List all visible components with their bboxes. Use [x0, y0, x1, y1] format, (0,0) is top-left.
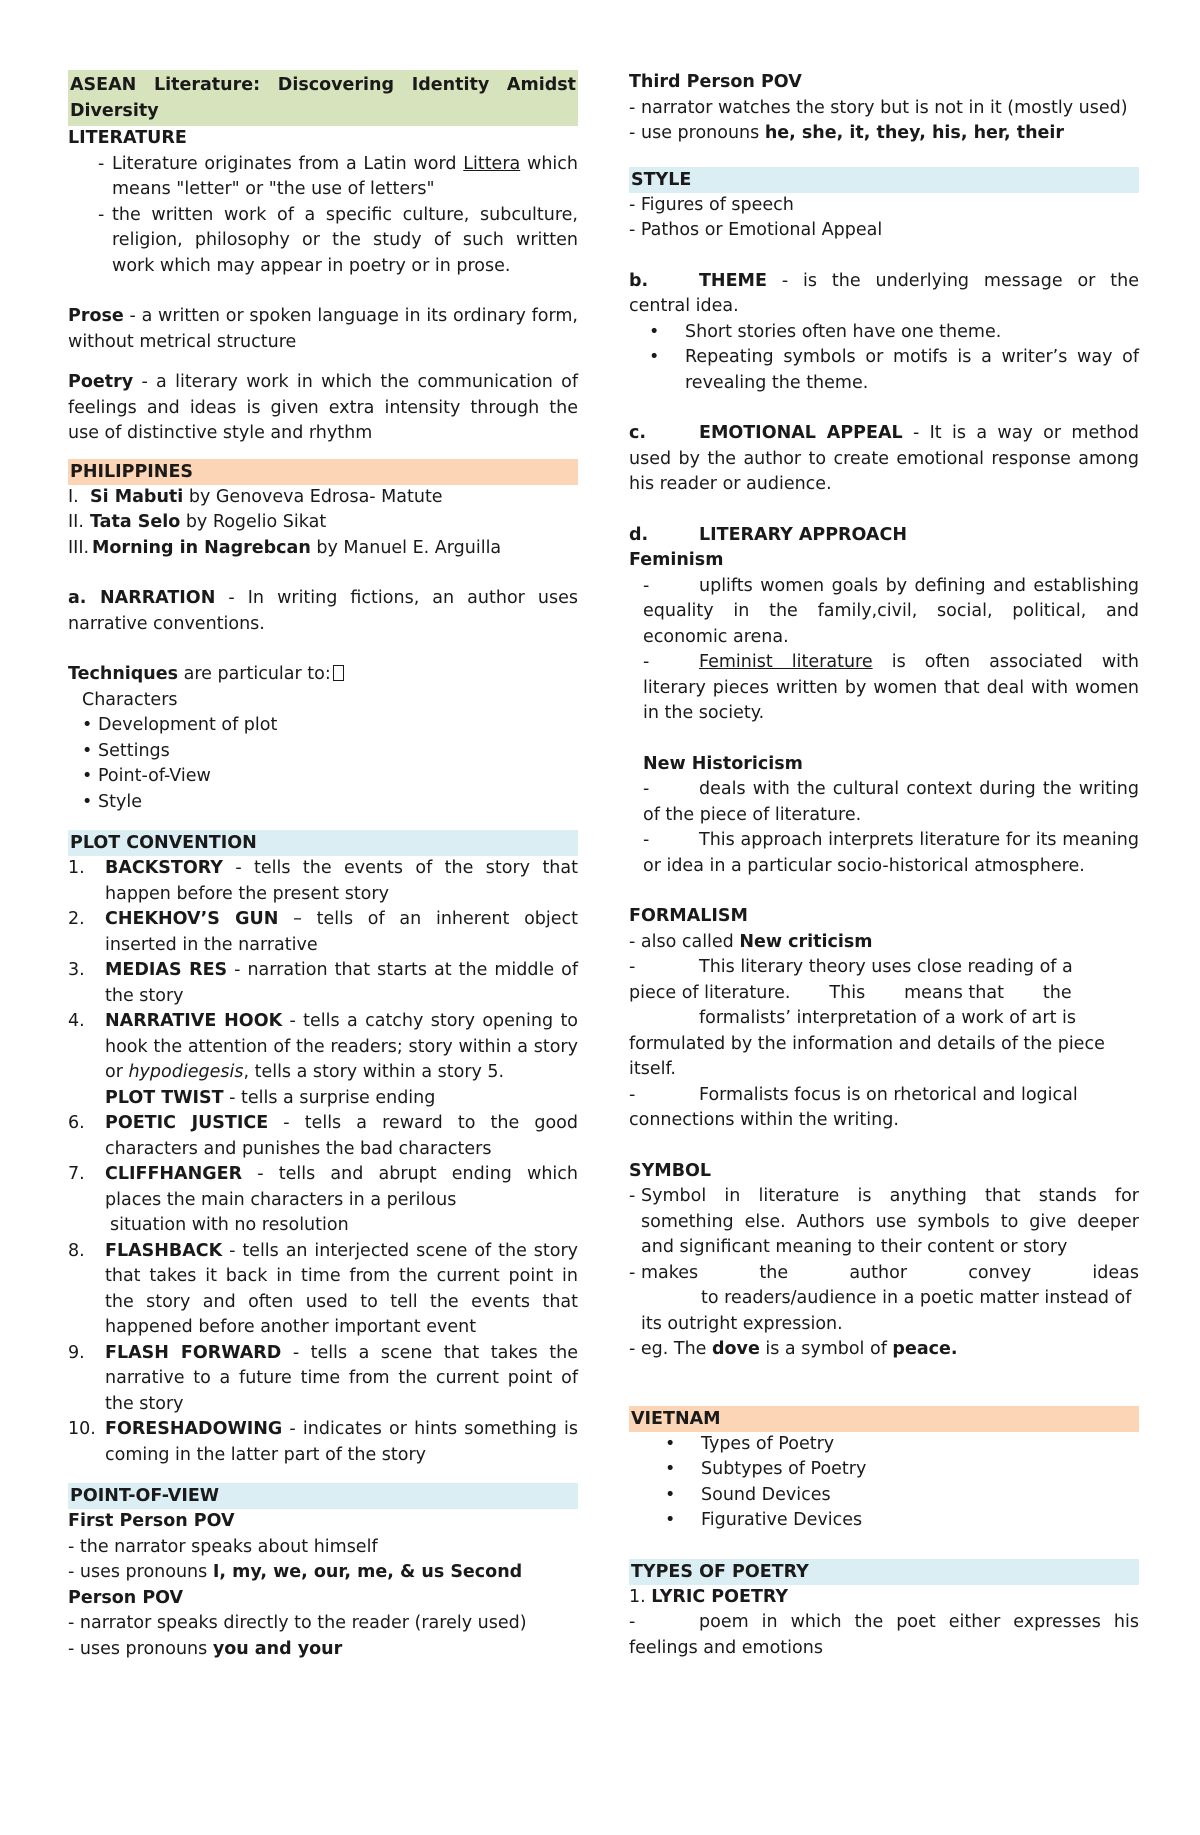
list-item: • Point-of-View [68, 764, 578, 790]
techniques-item: Development of plot [98, 715, 278, 735]
theme-bullet: Repeating symbols or motifs is a writer’s way of revealing the theme. [685, 347, 1139, 393]
theme-term: THEME [699, 270, 767, 291]
list-item: 9. FLASH FORWARD - tells a scene that takes the narrative to a future time from the current point of the story [68, 1342, 578, 1414]
plot-term: PLOT TWIST [105, 1087, 224, 1108]
techniques-item: Settings [98, 740, 170, 761]
literature-bullet-text: which means "letter" or "the use of letters" [112, 153, 578, 199]
latin-word: Littera [463, 153, 521, 174]
poetry-definition [68, 370, 578, 447]
plot-def: situation with no resolution [110, 1215, 349, 1235]
narration-text: - In writing fictions, an author uses narrative conventions. [68, 588, 578, 634]
lyric-poetry-title: 1. LYRIC POETRY [629, 1586, 789, 1607]
formalism-text: formulated by the information and details of the piece itself. [629, 1033, 1105, 1079]
poetry-term: Poetry [68, 372, 134, 392]
emotional-term: EMOTIONAL APPEAL [699, 423, 903, 443]
peace-term: peace. [892, 1339, 958, 1359]
plot-term: POETIC JUSTICE [105, 1113, 269, 1133]
pov-line: - the narrator speaks about himself [68, 1536, 378, 1557]
theme-definition [629, 269, 1139, 320]
plot-term: BACKSTORY [105, 858, 223, 878]
plot-convention-list [68, 856, 578, 1468]
list-item: • Short stories often have one theme. [629, 320, 1139, 346]
new-historicism-point: - This approach interprets literature for its meaning or idea in a particular socio-historical atmosphere. [643, 830, 1139, 876]
formalism-text: - This literary theory uses close reading of a [629, 957, 1073, 977]
lyric-poetry-definition: - poem in which the poet either expresses his feelings and emotions [629, 1612, 1139, 1658]
work-title: Tata Selo [90, 512, 181, 532]
symbol-heading: SYMBOL [629, 1160, 712, 1181]
list-item: • Sound Devices [629, 1483, 1139, 1509]
list-item: - Symbol in literature is anything that stands for something else. Authors use symbols to give deeper and significant meaning to their content or story [629, 1184, 1139, 1261]
list-item: 10. FORESHADOWING - indicates or hints something is coming in the latter part of the story [68, 1419, 578, 1465]
box-icon [333, 665, 344, 681]
plot-def: - tells an interjected scene of the story that takes it back in time from the current point in the story and often used to tell the events that happened before another important event [105, 1240, 578, 1337]
list-item: 7. CLIFFHANGER - tells and abrupt ending which places the main characters in a perilous [68, 1164, 578, 1210]
narration-term: a. NARRATION [68, 588, 216, 608]
list-item: 6. POETIC JUSTICE - tells a reward to the good characters and punishes the bad characters [68, 1113, 578, 1159]
vietnam-item: Types of Poetry [701, 1433, 835, 1454]
techniques-item: Characters [82, 689, 178, 710]
feminism-title: Feminism [629, 550, 724, 570]
list-item: - narrator watches the story but is not in it (mostly used) [629, 96, 1139, 122]
list-item: 1. BACKSTORY - tells the events of the story that happen before the present story [68, 858, 578, 904]
list-item [68, 510, 578, 536]
list-item: 2. CHEKHOV’S GUN – tells of an inherent object inserted in the narrative [68, 909, 578, 955]
pov-line: - narrator speaks directly to the reader (rarely used) [68, 1613, 527, 1633]
plot-def: - indicates or hints something is coming in the latter part of the story [105, 1419, 578, 1465]
vietnam-item: Subtypes of Poetry [701, 1459, 867, 1479]
plot-def: - narration that starts at the middle of the story [105, 960, 578, 1006]
plot-def: - tells a reward to the good characters and punishes the bad characters [105, 1113, 578, 1159]
plot-italic-term: hypodiegesis [128, 1062, 244, 1082]
list-item: 8. FLASHBACK - tells an interjected scene of the story that takes it back in time from the current point in the story and often used to tell the events that happened before another important event [68, 1240, 578, 1337]
list-item: • Figurative Devices [629, 1508, 1139, 1534]
list-item: • Development of plot [68, 713, 578, 739]
new-criticism-term: New criticism [739, 931, 873, 952]
narration-definition [68, 586, 578, 637]
work-author: by Genoveva Edrosa- Matute [183, 486, 443, 507]
prose-term: Prose [68, 306, 124, 326]
feminism-block [629, 574, 1139, 727]
literary-approach-heading [629, 523, 1139, 549]
dove-term: dove [712, 1339, 760, 1359]
symbol-text: Symbol in literature is anything that stands for something else. Authors use symbols to give deeper and significant meaning to their content or story [641, 1186, 1139, 1257]
plot-def: - tells a catchy story opening to hook the attention of the readers; story within a story or [105, 1011, 579, 1082]
list-number: II. [68, 512, 84, 532]
pronouns: you and your [212, 1638, 343, 1659]
list-item: - the written work of a specific culture, subculture, religion, philosophy or the study of such written work which may appear in poetry or in prose. [68, 203, 578, 280]
style-heading: STYLE [629, 167, 1139, 193]
plot-def: - tells a scene that takes the narrative to a future time from the current point of the story [105, 1342, 578, 1414]
second-person-title: Person POV [68, 1587, 184, 1608]
work-author: by Manuel E. Arguilla [310, 537, 502, 558]
point-of-view-heading: POINT-OF-VIEW [68, 1483, 578, 1509]
style-item: - Figures of speech [629, 194, 794, 215]
feminism-point: - uplifts women goals by defining and establishing equality in the family,civil, social, political, and economic arena. [643, 575, 1139, 647]
feminism-point: - Feminist literature is often associated with literary pieces written by women that deal with women in the society. [643, 652, 1139, 723]
formalism-alias: - also called New criticism [629, 931, 873, 952]
new-historicism-point: - deals with the cultural context during the writing of the piece of literature. [643, 779, 1139, 825]
formalism-heading: FORMALISM [629, 906, 748, 926]
plot-convention-heading: PLOT CONVENTION [68, 830, 578, 856]
approach-term: LITERARY APPROACH [699, 524, 907, 545]
pronouns: he, she, it, they, his, her, their [764, 123, 1065, 143]
work-title: Si Mabuti [90, 486, 184, 507]
plot-term: FLASHBACK [105, 1240, 223, 1261]
techniques-item: Point-of-View [98, 766, 211, 786]
third-person-title: Third Person POV [629, 72, 802, 92]
list-item: - makes the author convey ideas [629, 1261, 1139, 1287]
list-item: • Subtypes of Poetry [629, 1457, 1139, 1483]
style-item: - Pathos or Emotional Appeal [629, 220, 883, 240]
left-column [68, 70, 578, 1662]
prose-definition [68, 304, 578, 355]
plot-term: FLASH FORWARD [105, 1342, 282, 1363]
formalism-text: formalists’ interpretation of a work of art is [699, 1008, 1076, 1028]
plot-def: - tells the events of the story that happen before the present story [105, 858, 578, 904]
list-item [68, 485, 578, 511]
section-letter: b. [629, 270, 649, 291]
list-item: • Style [68, 790, 578, 816]
feminist-literature-term: Feminist literature [699, 652, 873, 672]
list-item: • Settings [68, 739, 578, 765]
poetry-text: - a literary work in which the communication of feelings and ideas is given extra intensity through the use of distinctive style and rhythm [68, 372, 578, 443]
list-item: • Repeating symbols or motifs is a writer’s way of revealing the theme. [629, 345, 1139, 396]
list-number: I. [68, 486, 79, 507]
formalism-text: piece of literature. This means that the [629, 982, 1072, 1003]
work-author: by Rogelio Sikat [180, 512, 327, 532]
section-letter: c. [629, 423, 647, 443]
prose-text: - a written or spoken language in its ordinary form, without metrical structure [68, 306, 578, 352]
list-number: III. [68, 537, 90, 558]
document-title [68, 70, 578, 126]
vietnam-heading: VIETNAM [629, 1406, 1139, 1432]
techniques-text: are particular to: [178, 664, 331, 684]
types-of-poetry-heading: TYPES OF POETRY [629, 1559, 1139, 1585]
list-item: • Types of Poetry [629, 1432, 1139, 1458]
literature-bullet-text: Literature originates from a Latin word [112, 153, 457, 174]
symbol-text: to readers/audience in a poetic matter instead of its outright expression. [641, 1288, 1132, 1334]
symbol-text: makes the author convey ideas [641, 1262, 1139, 1283]
plot-term: NARRATIVE HOOK [105, 1011, 283, 1031]
literature-heading: LITERATURE [68, 128, 187, 148]
list-item: 4. NARRATIVE HOOK - tells a catchy story opening to hook the attention of the readers; story within a story or hypodiegesis, tells a story within a story 5. [68, 1011, 579, 1082]
new-historicism-block [629, 752, 1139, 880]
section-letter: d. [629, 524, 649, 545]
philippines-heading: PHILIPPINES [68, 459, 578, 485]
vietnam-item: Figurative Devices [701, 1510, 863, 1530]
techniques-term: Techniques [68, 664, 179, 684]
plot-term: FORESHADOWING [105, 1419, 283, 1439]
theme-bullet: Short stories often have one theme. [685, 321, 1002, 342]
list-item: - use pronouns he, she, it, they, his, her, their [629, 123, 1065, 143]
plot-term: CLIFFHANGER [105, 1164, 243, 1184]
document-title-text: ASEAN Literature: Discovering Identity Amidst Diversity [70, 75, 576, 121]
plot-term: CHEKHOV’S GUN [105, 909, 279, 929]
techniques-line [68, 662, 578, 688]
plot-def: , tells a story within a story 5. [243, 1062, 505, 1082]
first-person-title: First Person POV [68, 1511, 235, 1531]
literature-bullet-text: the written work of a specific culture, subculture, religion, philosophy or the study of such written work which may appear in poetry or in prose. [112, 204, 578, 276]
pronouns: I, my, we, our, me, & us Second [212, 1562, 523, 1582]
list-item [68, 1086, 578, 1112]
pov-line: - uses pronouns I, my, we, our, me, & us Second [68, 1562, 523, 1582]
pov-line: - uses pronouns you and your [68, 1638, 343, 1659]
plot-def: - tells and abrupt ending which places the main characters in a perilous [105, 1164, 578, 1210]
work-title: Morning in Nagrebcan [92, 537, 311, 558]
plot-term: MEDIAS RES [105, 960, 228, 980]
vietnam-item: Sound Devices [701, 1484, 831, 1505]
right-column [629, 70, 1139, 1661]
emotional-text: - It is a way or method used by the author to create emotional response among his reader or audience. [629, 423, 1139, 494]
theme-text: - is the underlying message or the central idea. [629, 270, 1139, 316]
symbol-example: - eg. The dove is a symbol of peace. [629, 1339, 958, 1359]
techniques-item: Style [98, 791, 142, 812]
list-item: - Literature originates from a Latin word Littera which means "letter" or "the use of letters" [98, 153, 578, 199]
list-item: 3. MEDIAS RES - narration that starts at the middle of the story [68, 960, 578, 1006]
lyric-poetry-term: LYRIC POETRY [651, 1586, 789, 1607]
new-historicism-title: New Historicism [643, 753, 803, 774]
formalism-text: - Formalists focus is on rhetorical and logical connections within the writing. [629, 1084, 1078, 1130]
emotional-appeal-definition [629, 421, 1139, 498]
philippines-works-list [68, 485, 578, 562]
list-item [68, 536, 578, 562]
plot-def: – tells of an inherent object inserted in the narrative [105, 909, 578, 955]
plot-def: - tells a surprise ending [223, 1087, 436, 1108]
pov-line: narrator watches the story but is not in it (mostly used) [641, 97, 1128, 118]
